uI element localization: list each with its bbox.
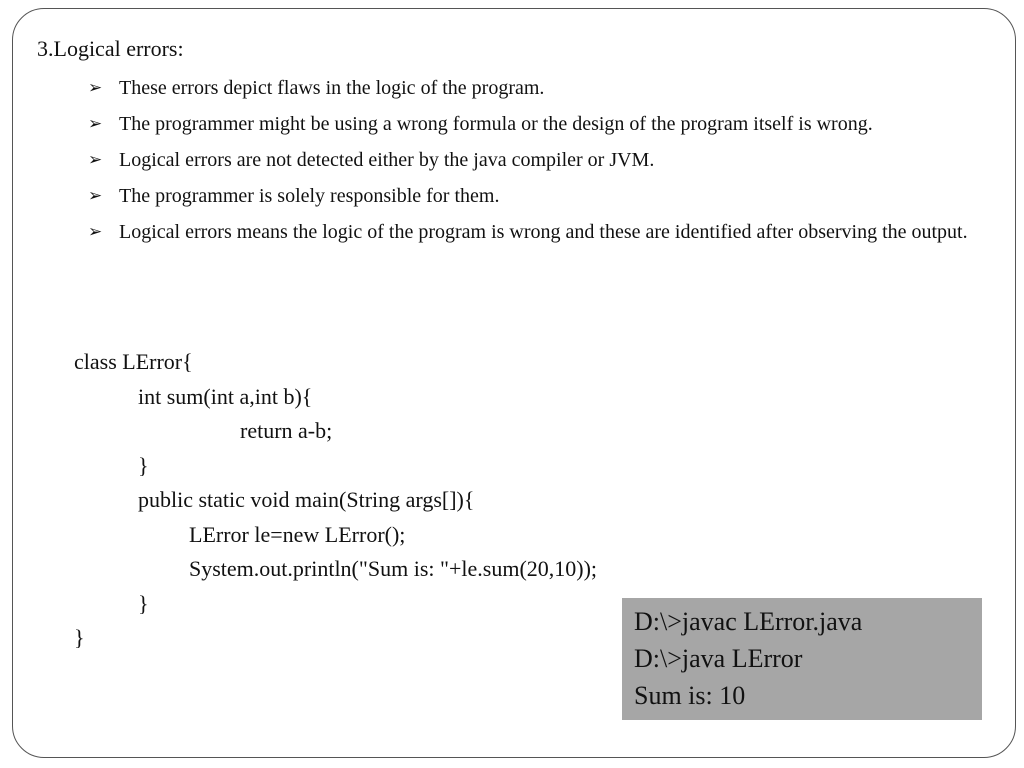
bullet-item (88, 73, 996, 104)
console-output-line: D:\>java LError (634, 644, 803, 673)
code-line: return a-b; (240, 418, 333, 443)
arrowhead-bullet-icon: ➢ (88, 150, 103, 170)
bullet-item (88, 181, 996, 212)
arrowhead-bullet-icon: ➢ (88, 222, 103, 242)
code-block (74, 345, 597, 656)
console-output-line: D:\>javac LError.java (634, 607, 863, 636)
bullet-item (88, 109, 996, 140)
code-line: int sum(int a,int b){ (138, 383, 313, 409)
code-line: } (74, 625, 85, 650)
bullet-item (88, 217, 996, 248)
bullet-text: The programmer is solely responsible for them. (119, 185, 500, 207)
code-line: } (138, 590, 149, 616)
bullet-list (88, 73, 996, 253)
slide-heading: 3.Logical errors: (37, 36, 184, 61)
arrowhead-bullet-icon: ➢ (88, 114, 103, 134)
code-line: } (138, 452, 149, 478)
bullet-text: Logical errors are not detected either by the java compiler or JVM. (119, 149, 655, 171)
bullet-text: These errors depict flaws in the logic of the program. (119, 77, 545, 99)
bullet-text: The programmer might be using a wrong formula or the design of the program itself is wrong. (119, 113, 873, 135)
code-line: public static void main(String args[]){ (138, 487, 475, 512)
console-output-box (622, 598, 982, 720)
arrowhead-bullet-icon: ➢ (88, 78, 103, 98)
bullet-item (88, 145, 996, 176)
code-line: LError le=new LError(); (189, 521, 406, 547)
code-line: class LError{ (74, 349, 193, 374)
arrowhead-bullet-icon: ➢ (88, 186, 103, 206)
console-output-line: Sum is: 10 (634, 681, 746, 710)
bullet-text: Logical errors means the logic of the program is wrong and these are identified after observing the output. (119, 221, 968, 243)
code-line: System.out.println("Sum is: "+le.sum(20,10)); (189, 556, 598, 581)
